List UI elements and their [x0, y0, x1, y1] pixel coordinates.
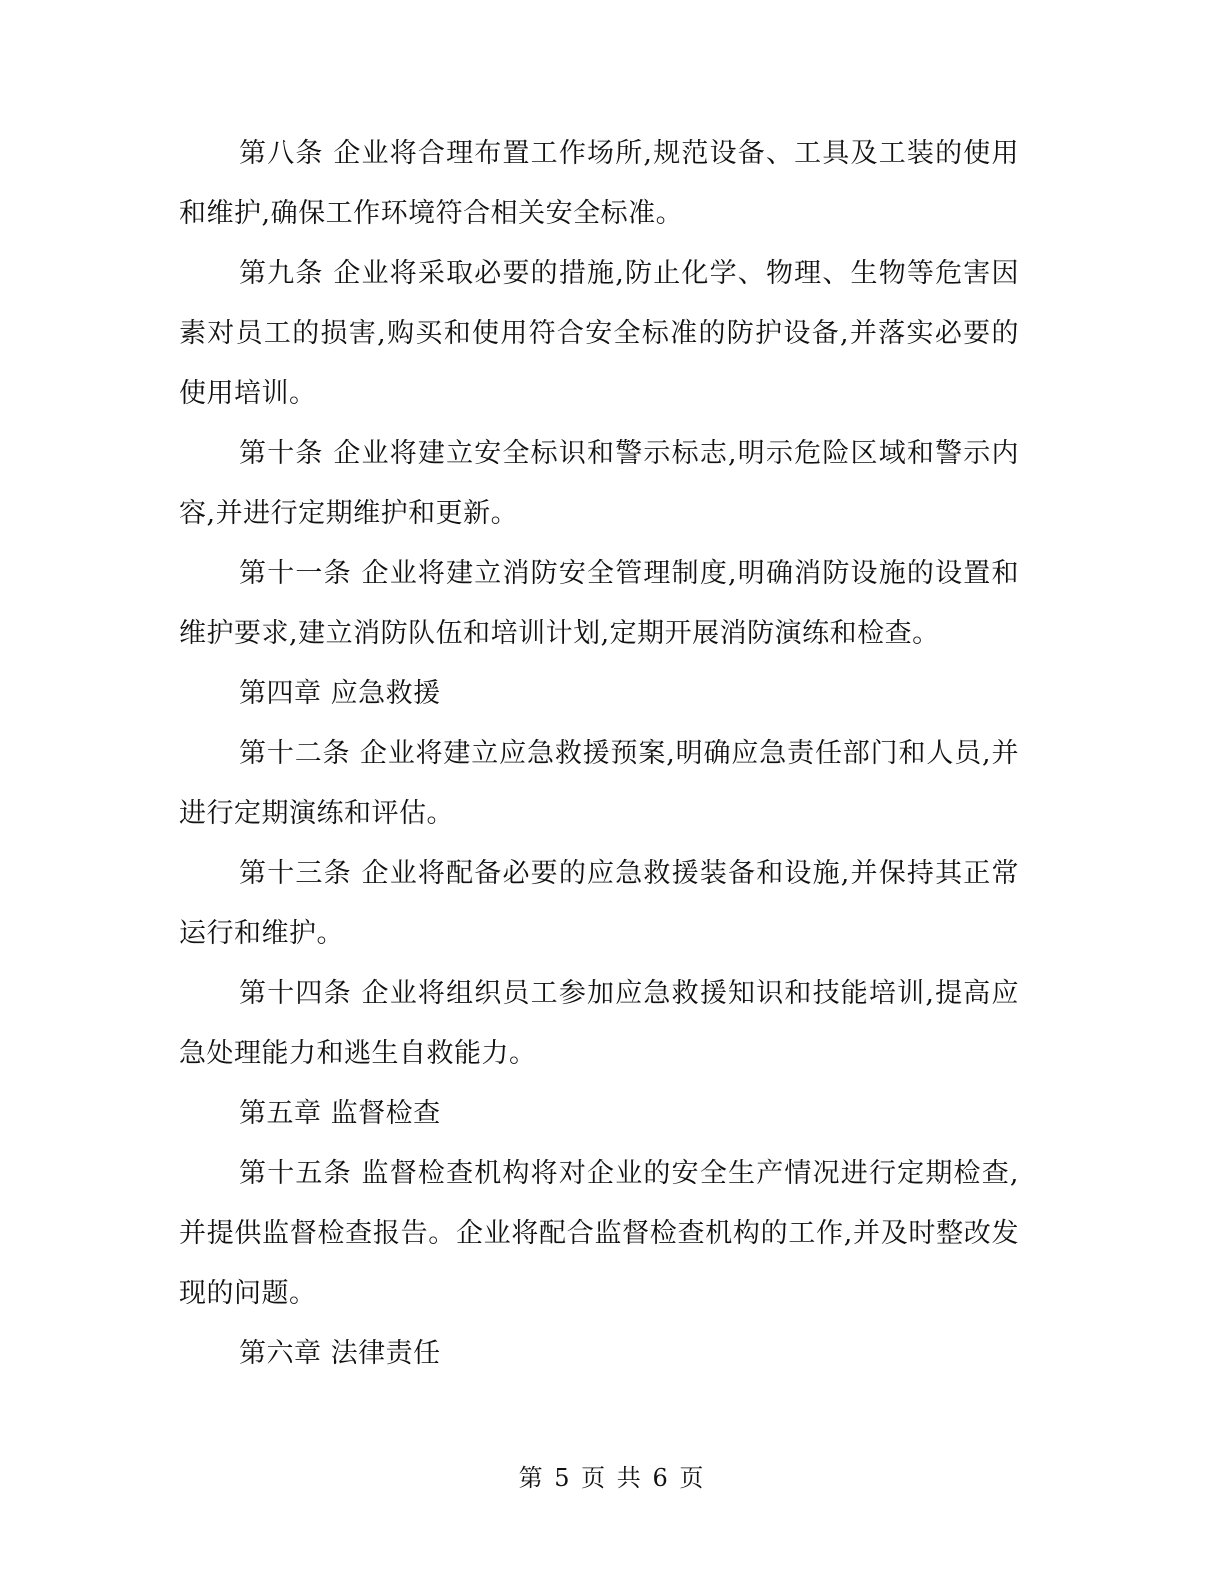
- article-11: 第十一条 企业将建立消防安全管理制度,明确消防设施的设置和维护要求,建立消防队伍和培训计划,定期开展消防演练和检查。: [179, 558, 1019, 649]
- article-10: 第十条 企业将建立安全标识和警示标志,明示危险区域和警示内容,并进行定期维护和更新。: [179, 438, 1019, 529]
- chapter-6-heading: 第六章 法律责任: [239, 1338, 441, 1369]
- article-14: 第十四条 企业将组织员工参加应急救援知识和技能培训,提高应急处理能力和逃生自救能力。: [179, 978, 1019, 1069]
- page-footer: [0, 1458, 1224, 1493]
- chapter-5-heading: 第五章 监督检查: [239, 1098, 441, 1129]
- article-13: 第十三条 企业将配备必要的应急救援装备和设施,并保持其正常运行和维护。: [179, 858, 1019, 949]
- page-number: 第 5 页 共 6 页: [518, 1464, 706, 1492]
- document-body: [179, 124, 1019, 1384]
- article-12: 第十二条 企业将建立应急救援预案,明确应急责任部门和人员,并进行定期演练和评估。: [179, 738, 1019, 829]
- chapter-4-heading: 第四章 应急救援: [239, 678, 441, 709]
- article-8: 第八条 企业将合理布置工作场所,规范设备、工具及工装的使用和维护,确保工作环境符合相关安全标准。: [179, 138, 1019, 229]
- article-9: 第九条 企业将采取必要的措施,防止化学、物理、生物等危害因素对员工的损害,购买和使用符合安全标准的防护设备,并落实必要的使用培训。: [179, 258, 1019, 409]
- article-15: 第十五条 监督检查机构将对企业的安全生产情况进行定期检查,并提供监督检查报告。企业将配合监督检查机构的工作,并及时整改发现的问题。: [179, 1158, 1019, 1309]
